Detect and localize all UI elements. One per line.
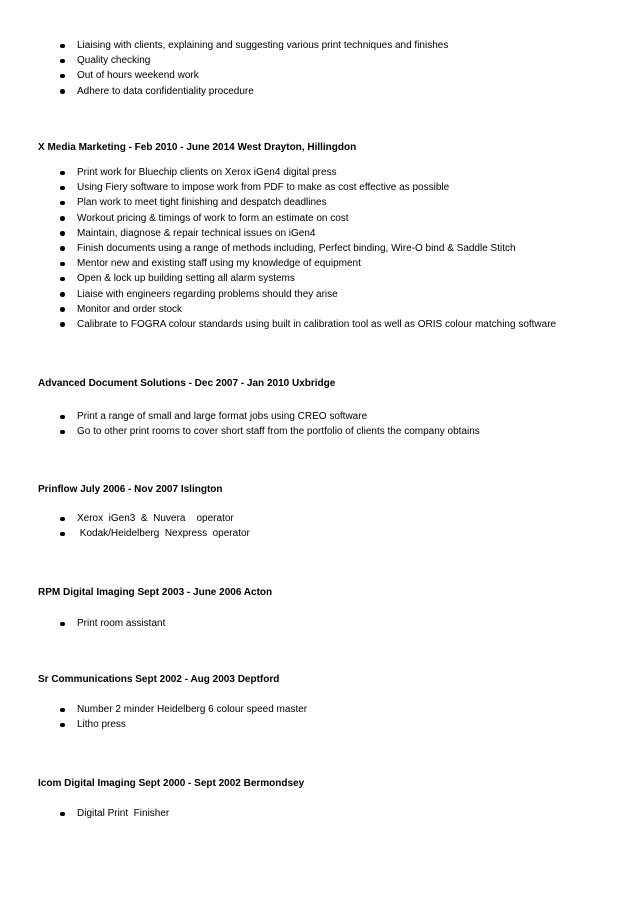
bullet-icon: [60, 216, 65, 221]
bullet-icon: [60, 322, 65, 327]
job-heading-advanced-document-solutions: Advanced Document Solutions - Dec 2007 - Jan 2010 Uxbridge: [38, 378, 336, 389]
list-item: [0, 165, 556, 180]
bullet-icon: [60, 44, 65, 49]
bullet-text: Adhere to data confidentiality procedure: [77, 85, 254, 97]
list-item: [0, 511, 250, 526]
job-bullet-list-icom-digital-imaging: [0, 806, 169, 821]
job-heading-icom-digital-imaging: Icom Digital Imaging Sept 2000 - Sept 2002 Bermondsey: [38, 778, 305, 789]
list-item: [0, 195, 556, 210]
list-item: [0, 241, 556, 256]
previous-job-bullet-list: [0, 38, 448, 99]
list-item: [0, 256, 556, 271]
list-item: [0, 424, 480, 439]
bullet-text: Print room assistant: [77, 618, 166, 629]
list-item: [0, 53, 448, 68]
bullet-icon: [60, 532, 65, 537]
bullet-text: Calibrate to FOGRA colour standards using built in calibration tool as well as ORIS colour matching software: [77, 318, 557, 330]
bullet-text: Kodak/Heidelberg Nexpress operator: [77, 528, 250, 540]
bullet-icon: [60, 307, 65, 312]
bullet-text: Maintain, diagnose & repair technical issues on iGen4: [77, 227, 316, 239]
bullet-icon: [60, 277, 65, 282]
list-item: [0, 702, 307, 717]
list-item: [0, 68, 448, 83]
bullet-text: Mentor new and existing staff using my knowledge of equipment: [77, 258, 361, 270]
list-item: [0, 717, 307, 732]
bullet-icon: [60, 171, 65, 176]
list-item: [0, 302, 556, 317]
bullet-icon: [60, 262, 65, 267]
bullet-text: Liaising with clients, explaining and suggesting various print techniques and finishes: [77, 40, 449, 51]
list-item: [0, 226, 556, 241]
list-item: [0, 287, 556, 302]
job-bullet-list-advanced-document-solutions: [0, 409, 480, 439]
list-item: [0, 409, 480, 424]
bullet-text: Workout pricing & timings of work to form an estimate on cost: [77, 212, 349, 224]
bullet-icon: [60, 74, 65, 79]
list-item: [0, 271, 556, 286]
bullet-icon: [60, 812, 65, 817]
bullet-text: Print a range of small and large format jobs using CREO software: [77, 411, 368, 422]
bullet-icon: [60, 59, 65, 64]
bullet-icon: [60, 517, 65, 522]
bullet-text: Quality checking: [77, 55, 151, 67]
bullet-icon: [60, 246, 65, 251]
bullet-text: Litho press: [77, 719, 126, 731]
list-item: [0, 211, 556, 226]
bullet-text: Digital Print Finisher: [77, 808, 170, 819]
bullet-text: Print work for Bluechip clients on Xerox iGen4 digital press: [77, 167, 337, 178]
job-heading-x-media-marketing: X Media Marketing - Feb 2010 - June 2014 West Drayton, Hillingdon: [38, 142, 357, 153]
bullet-text: Go to other print rooms to cover short staff from the portfolio of clients the company obtains: [77, 426, 480, 438]
bullet-text: Finish documents using a range of methods including, Perfect binding, Wire-O bind & Saddle Stitch: [77, 242, 516, 254]
list-item: [0, 317, 556, 332]
job-heading-sr-communications: Sr Communications Sept 2002 - Aug 2003 Deptford: [38, 674, 280, 685]
bullet-text: Number 2 minder Heidelberg 6 colour speed master: [77, 704, 308, 715]
bullet-text: Using Fiery software to impose work from PDF to make as cost effective as possible: [77, 182, 450, 194]
bullet-text: Open & lock up building setting all alarm systems: [77, 273, 295, 285]
job-bullet-list-sr-communications: [0, 702, 307, 732]
bullet-text: Xerox iGen3 & Nuvera operator: [77, 513, 234, 524]
bullet-text: Liaise with engineers regarding problems should they arise: [77, 288, 338, 300]
bullet-icon: [60, 231, 65, 236]
bullet-text: Out of hours weekend work: [77, 70, 199, 82]
bullet-icon: [60, 622, 65, 627]
job-bullet-list-rpm-digital-imaging: [0, 616, 165, 631]
bullet-icon: [60, 201, 65, 206]
bullet-icon: [60, 415, 65, 420]
bullet-icon: [60, 186, 65, 191]
list-item: [0, 806, 169, 821]
list-item: [0, 180, 556, 195]
job-heading-prinflow: Prinflow July 2006 - Nov 2007 Islington: [38, 484, 223, 495]
list-item: [0, 616, 165, 631]
list-item: [0, 38, 448, 53]
bullet-icon: [60, 292, 65, 297]
job-heading-rpm-digital-imaging: RPM Digital Imaging Sept 2003 - June 2006 Acton: [38, 587, 273, 598]
bullet-icon: [60, 723, 65, 728]
bullet-text: Monitor and order stock: [77, 303, 183, 315]
job-bullet-list-prinflow: [0, 511, 250, 541]
list-item: [0, 84, 448, 99]
bullet-icon: [60, 89, 65, 94]
bullet-icon: [60, 708, 65, 713]
list-item: [0, 526, 250, 541]
bullet-text: Plan work to meet tight finishing and despatch deadlines: [77, 197, 327, 209]
bullet-icon: [60, 430, 65, 435]
job-bullet-list-x-media-marketing: [0, 165, 556, 332]
